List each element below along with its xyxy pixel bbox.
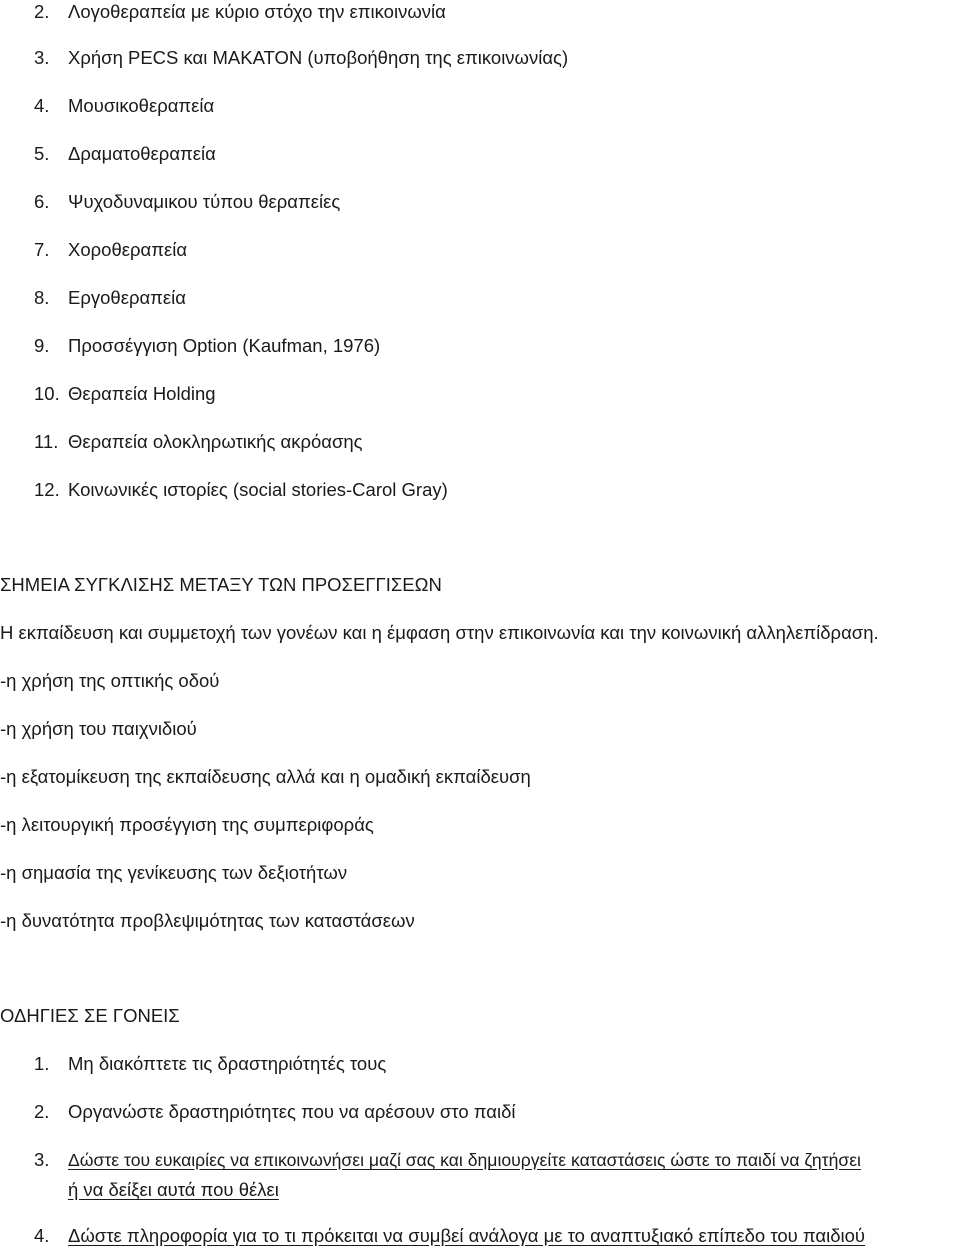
list-text: Κοινωνικές ιστορίες (social stories-Carol Gray): [68, 479, 448, 500]
list-text: Μη διακόπτετε τις δραστηριότητές τους: [68, 1053, 387, 1074]
list-text: Δώστε πληροφορία για το τι πρόκειται να συμβεί ανάλογα με το αναπτυξιακό επίπεδο του παιδιού: [68, 1225, 866, 1246]
list-text: Εργοθεραπεία: [68, 287, 186, 308]
list-number: 9.: [34, 335, 50, 356]
section-heading: ΟΔΗΓΙΕΣ ΣΕ ΓΟΝΕΙΣ: [0, 1005, 180, 1026]
list-text: Οργανώστε δραστηριότητες που να αρέσουν στο παιδί: [68, 1101, 516, 1122]
list-text: Προσσέγγιση Option (Kaufman, 1976): [68, 335, 381, 356]
list-number: 4.: [34, 1225, 50, 1246]
list-number: 10.: [34, 383, 60, 404]
list-number: 4.: [34, 95, 50, 116]
list-number: 1.: [34, 1053, 50, 1074]
list-text: Δώστε του ευκαιρίες να επικοινωνήσει μαζί σας και δημιουργείτε καταστάσεις ώστε το παιδί να ζητήσει: [68, 1150, 861, 1170]
convergence-point: -η χρήση της οπτικής οδού: [0, 670, 220, 691]
convergence-point: -η σημασία της γενίκευσης των δεξιοτήτων: [0, 862, 348, 883]
convergence-point: -η λειτουργική προσέγγιση της συμπεριφοράς: [0, 814, 374, 835]
list-number: 3.: [34, 1149, 50, 1170]
convergence-point: -η εξατομίκευση της εκπαίδευσης αλλά και η ομαδική εκπαίδευση: [0, 766, 531, 787]
list-number: 5.: [34, 143, 50, 164]
list-number: 11.: [34, 431, 59, 452]
list-text: Θεραπεία ολοκληρωτικής ακρόασης: [68, 431, 363, 452]
list-text: ή να δείξει αυτά που θέλει: [68, 1179, 279, 1200]
convergence-point: -η δυνατότητα προβλεψιμότητας των καταστάσεων: [0, 910, 415, 931]
list-number: 2.: [34, 1101, 50, 1122]
list-text: Θεραπεία Holding: [68, 383, 216, 404]
list-text: Μουσικοθεραπεία: [68, 95, 215, 116]
list-text: Ψυχοδυναμικου τύπου θεραπείες: [68, 191, 341, 212]
list-text: Λογοθεραπεία με κύριο στόχο την επικοινωνία: [68, 1, 446, 22]
list-number: 2.: [34, 1, 50, 22]
section-intro: Η εκπαίδευση και συμμετοχή των γονέων και η έμφαση στην επικοινωνία και την κοινωνική αλληλεπίδραση.: [0, 622, 879, 643]
list-number: 3.: [34, 47, 50, 68]
list-number: 8.: [34, 287, 50, 308]
list-number: 7.: [34, 239, 50, 260]
convergence-point: -η χρήση του παιχνιδιού: [0, 718, 197, 739]
list-text: Χοροθεραπεία: [68, 239, 188, 260]
list-number: 6.: [34, 191, 50, 212]
list-text: Χρήση PECS και MAKATON (υποβοήθηση της επικοινωνίας): [68, 47, 569, 68]
list-number: 12.: [34, 479, 60, 500]
list-text: Δραματοθεραπεία: [68, 143, 216, 164]
section-heading: ΣΗΜΕΙΑ ΣΥΓΚΛΙΣΗΣ ΜΕΤΑΞΥ ΤΩΝ ΠΡΟΣΕΓΓΙΣΕΩΝ: [0, 574, 442, 595]
